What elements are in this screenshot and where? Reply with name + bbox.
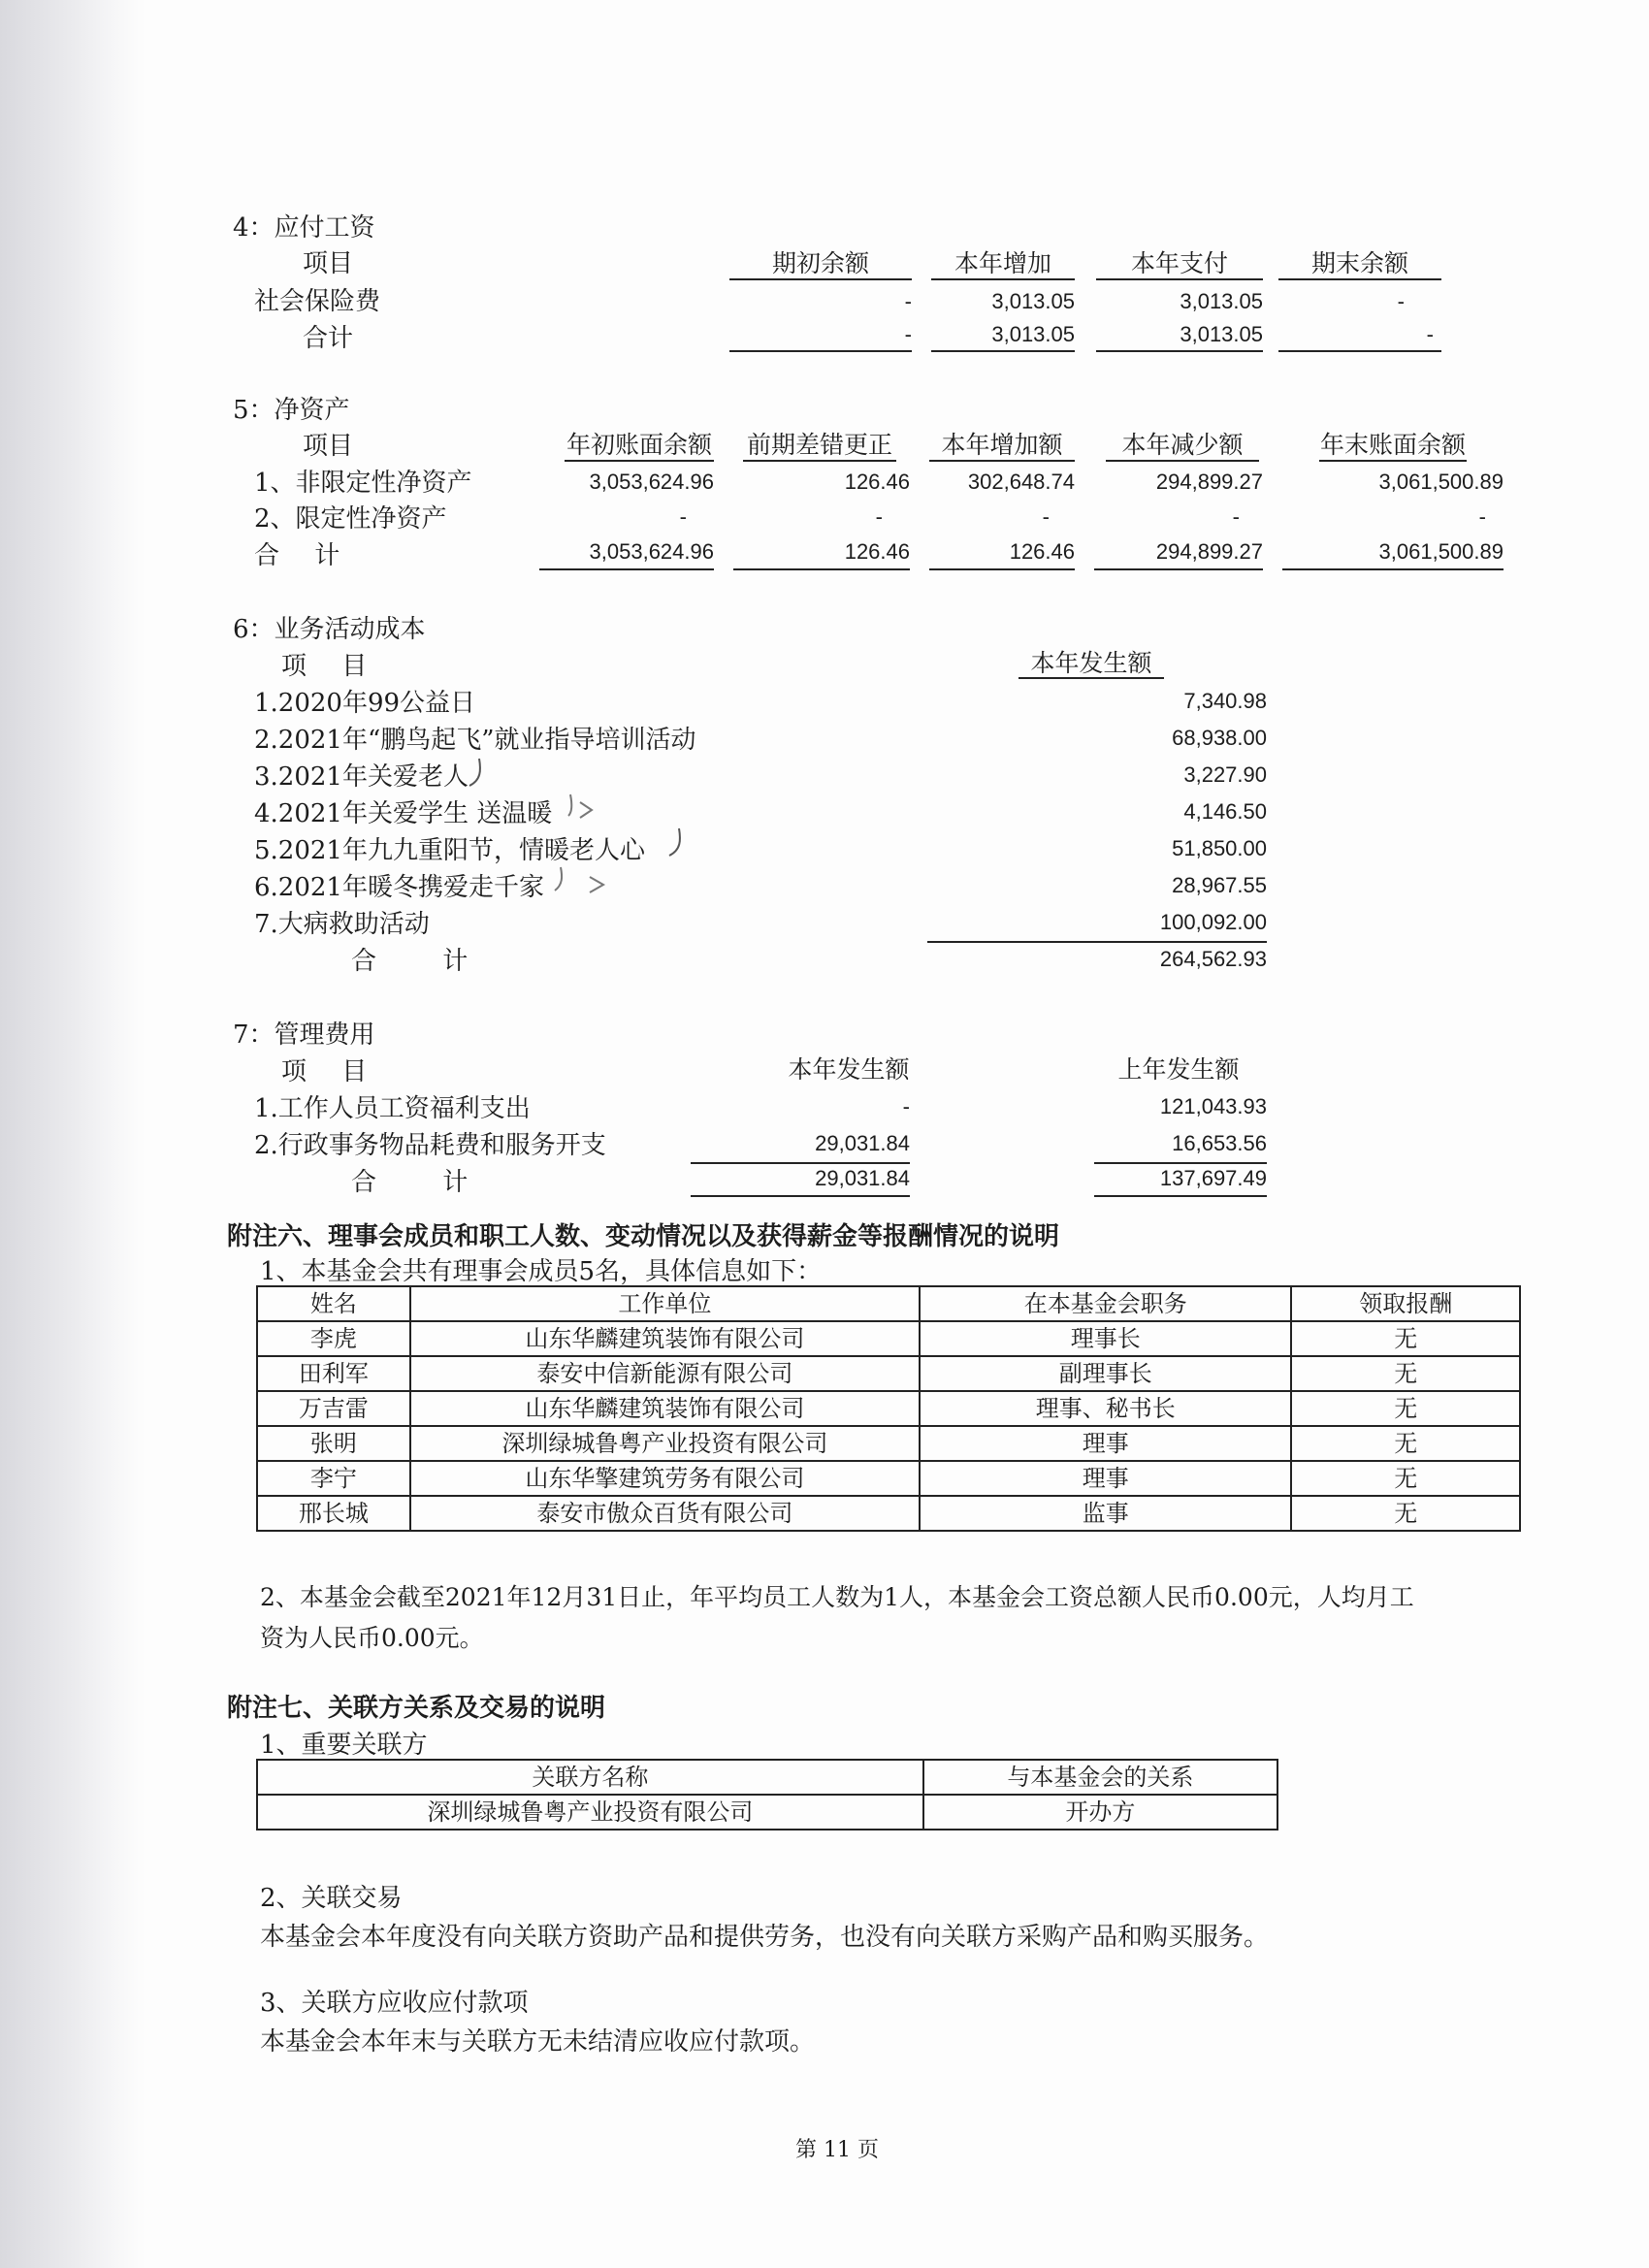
member-name: 田利军 xyxy=(257,1356,410,1391)
page-number: 第 11 页 xyxy=(795,2138,879,2162)
s5-total-value: 3,053,624.96 xyxy=(539,541,714,570)
member-remuneration: 无 xyxy=(1291,1426,1520,1461)
table-row xyxy=(257,1321,1520,1356)
s6-row-value: 100,092.00 xyxy=(1159,910,1267,934)
s5-row-2-value: - xyxy=(875,504,883,529)
section-5-heading: 5：净资产 xyxy=(233,396,350,425)
table-header-cell: 工作单位 xyxy=(410,1286,920,1321)
member-remuneration: 无 xyxy=(1291,1321,1520,1356)
s5-row-1-value: 126.46 xyxy=(844,470,910,494)
section-7-item-label: 项 目 xyxy=(281,1057,381,1086)
s5-row-2-value: - xyxy=(1232,504,1240,529)
member-position: 副理事长 xyxy=(920,1356,1291,1391)
section-7-heading: 7：管理费用 xyxy=(233,1021,375,1050)
s6-total-value: 264,562.93 xyxy=(1159,947,1267,971)
s5-header: 本年减少额 xyxy=(1106,433,1259,462)
handwritten-check-icon xyxy=(665,826,687,859)
s7-row-2-value: 16,653.56 xyxy=(1172,1131,1267,1155)
table-header-cell: 与本基金会的关系 xyxy=(923,1760,1277,1795)
section-4-heading: 4：应付工资 xyxy=(233,213,375,243)
member-employer: 深圳绿城鲁粤产业投资有限公司 xyxy=(410,1426,920,1461)
s6-row-name: 5.2021年九九重阳节，情暖老人心 xyxy=(254,836,645,865)
s4-header-paid: 本年支付 xyxy=(1096,251,1263,280)
note7-subtitle-3: 3、关联方应收应付款项 xyxy=(260,1989,529,2018)
member-remuneration: 无 xyxy=(1291,1496,1520,1531)
s6-row-name: 4.2021年关爱学生 送温暖 xyxy=(254,799,553,828)
member-employer: 泰安中信新能源有限公司 xyxy=(410,1356,920,1391)
s4-total-value: 3,013.05 xyxy=(1096,324,1263,352)
table-row xyxy=(257,1461,1520,1496)
s5-row-1-value: 3,053,624.96 xyxy=(589,470,714,494)
section-5-item-label: 项目 xyxy=(303,432,354,461)
s6-row-value: 28,967.55 xyxy=(1172,873,1267,897)
s5-header: 前期差错更正 xyxy=(743,433,896,462)
member-name: 李宁 xyxy=(257,1461,410,1496)
member-name: 万吉雷 xyxy=(257,1391,410,1426)
section-6-heading: 6：业务活动成本 xyxy=(233,615,426,644)
s6-row-value: 4,146.50 xyxy=(1183,799,1267,824)
member-employer: 山东华麟建筑装饰有限公司 xyxy=(410,1321,920,1356)
s7-row-1-name: 1.工作人员工资福利支出 xyxy=(254,1094,531,1123)
s5-total-value: 126.46 xyxy=(929,541,1075,570)
table-header-row xyxy=(257,1286,1520,1321)
related-party-name: 深圳绿城鲁粤产业投资有限公司 xyxy=(257,1795,923,1830)
member-employer: 泰安市傲众百货有限公司 xyxy=(410,1496,920,1531)
note7-subtitle-1: 1、重要关联方 xyxy=(260,1731,428,1760)
s6-total-rule xyxy=(927,941,1267,943)
s7-total-value: 29,031.84 xyxy=(691,1168,910,1197)
s6-total-label: 合 计 xyxy=(351,947,498,976)
s4-total-value: - xyxy=(1278,324,1441,352)
table-header-cell: 姓名 xyxy=(257,1286,410,1321)
s5-row-2-value: - xyxy=(1042,504,1050,529)
handwritten-check-icon xyxy=(565,791,598,822)
note7-subtitle-2: 2、关联交易 xyxy=(260,1884,403,1913)
s4-header-opening: 期初余额 xyxy=(729,251,912,280)
handwritten-check-icon xyxy=(553,863,615,896)
member-remuneration: 无 xyxy=(1291,1391,1520,1426)
board-members-table xyxy=(256,1285,1521,1532)
s6-row-name: 1.2020年99公益日 xyxy=(254,689,476,718)
s4-header-increase: 本年增加 xyxy=(931,251,1075,280)
s6-row-name: 2.2021年“鹏鸟起飞”就业指导培训活动 xyxy=(254,726,696,755)
s4-row-1-value: - xyxy=(1397,289,1405,313)
s4-header-closing: 期末余额 xyxy=(1278,251,1441,280)
s6-row-value: 68,938.00 xyxy=(1172,726,1267,750)
note7-title: 附注七、关联方关系及交易的说明 xyxy=(227,1694,606,1723)
note6-title: 附注六、理事会成员和职工人数、变动情况以及获得薪金等报酬情况的说明 xyxy=(227,1222,1060,1251)
s7-row-1-value: 121,043.93 xyxy=(1159,1094,1267,1118)
s6-row-value: 7,340.98 xyxy=(1183,689,1267,713)
s7-row-1-value: - xyxy=(902,1094,910,1118)
s7-header-current: 本年发生额 xyxy=(788,1055,910,1084)
s7-row-2-value: 29,031.84 xyxy=(815,1131,910,1155)
member-name: 李虎 xyxy=(257,1321,410,1356)
s6-row-value: 3,227.90 xyxy=(1183,762,1267,787)
s6-row-name: 6.2021年暖冬携爱走千家 xyxy=(254,873,544,902)
s4-total-value: - xyxy=(729,324,912,352)
s6-row-name: 3.2021年关爱老人 xyxy=(254,762,469,792)
section-4-item-label: 项目 xyxy=(303,249,354,278)
note7-subtitle-2-text: 本基金会本年度没有向关联方资助产品和提供劳务，也没有向关联方采购产品和购买服务。 xyxy=(260,1923,1270,1952)
s5-header: 本年增加额 xyxy=(929,433,1075,462)
s4-row-1-value: 3,013.05 xyxy=(1180,289,1263,313)
member-employer: 山东华麟建筑装饰有限公司 xyxy=(410,1391,920,1426)
section-6-item-label: 项 目 xyxy=(281,652,381,681)
table-row xyxy=(257,1795,1277,1830)
s5-total-value: 126.46 xyxy=(733,541,910,570)
member-position: 理事 xyxy=(920,1426,1291,1461)
note6-paragraph-2-line-2: 资为人民币0.00元。 xyxy=(260,1624,484,1652)
note6-subtitle: 1、本基金会共有理事会成员5名，具体信息如下： xyxy=(260,1257,823,1286)
s4-total-name: 合计 xyxy=(303,324,354,353)
s4-row-1-name: 社会保险费 xyxy=(254,287,381,316)
member-remuneration: 无 xyxy=(1291,1356,1520,1391)
s5-total-name: 合 计 xyxy=(254,541,354,570)
member-position: 理事、秘书长 xyxy=(920,1391,1291,1426)
scan-shadow xyxy=(0,0,146,2268)
note6-paragraph-2 xyxy=(260,1577,1618,1659)
s5-header: 年末账面余额 xyxy=(1319,433,1467,462)
s7-total-rule xyxy=(1094,1162,1267,1164)
s7-total-rule xyxy=(691,1162,910,1164)
related-party-relation: 开办方 xyxy=(923,1795,1277,1830)
s5-row-1-value: 302,648.74 xyxy=(967,470,1075,494)
table-header-cell: 在本基金会职务 xyxy=(920,1286,1291,1321)
member-position: 理事 xyxy=(920,1461,1291,1496)
table-row xyxy=(257,1496,1520,1531)
table-header-cell: 领取报酬 xyxy=(1291,1286,1520,1321)
s7-total-value: 137,697.49 xyxy=(1094,1168,1267,1197)
table-row xyxy=(257,1426,1520,1461)
member-name: 邢长城 xyxy=(257,1496,410,1531)
s5-row-2-value: - xyxy=(1478,504,1486,529)
related-party-table xyxy=(256,1759,1278,1831)
handwritten-check-icon xyxy=(464,757,485,790)
table-header-cell: 关联方名称 xyxy=(257,1760,923,1795)
table-row xyxy=(257,1391,1520,1426)
s4-total-value: 3,013.05 xyxy=(931,324,1075,352)
table-header-row xyxy=(257,1760,1277,1795)
s5-row-1-value: 294,899.27 xyxy=(1155,470,1263,494)
note7-subtitle-3-text: 本基金会本年末与关联方无未结清应收应付款项。 xyxy=(260,2027,816,2057)
table-row xyxy=(257,1356,1520,1391)
s5-total-value: 294,899.27 xyxy=(1094,541,1263,570)
member-position: 理事长 xyxy=(920,1321,1291,1356)
s5-header: 年初账面余额 xyxy=(565,433,714,462)
member-position: 监事 xyxy=(920,1496,1291,1531)
s6-row-value: 51,850.00 xyxy=(1172,836,1267,860)
member-name: 张明 xyxy=(257,1426,410,1461)
member-employer: 山东华擎建筑劳务有限公司 xyxy=(410,1461,920,1496)
s5-row-1-name: 1、非限定性净资产 xyxy=(254,469,472,498)
member-remuneration: 无 xyxy=(1291,1461,1520,1496)
s4-row-1-value: - xyxy=(904,289,912,313)
s6-header: 本年发生额 xyxy=(1018,651,1164,679)
s7-header-previous: 上年发生额 xyxy=(1117,1055,1240,1084)
s5-row-2-value: - xyxy=(679,504,687,529)
s6-row-name: 7.大病救助活动 xyxy=(254,910,430,939)
s7-total-label: 合 计 xyxy=(351,1168,498,1197)
s4-row-1-value: 3,013.05 xyxy=(991,289,1075,313)
s5-total-value: 3,061,500.89 xyxy=(1282,541,1504,570)
note6-paragraph-2-line-1: 2、本基金会截至2021年12月31日止，年平均员工人数为1人，本基金会工资总额人民币0.00元，人均月工 xyxy=(260,1583,1414,1611)
s5-row-1-value: 3,061,500.89 xyxy=(1378,470,1504,494)
s7-row-2-name: 2.行政事务物品耗费和服务开支 xyxy=(254,1131,606,1160)
s5-row-2-name: 2、限定性净资产 xyxy=(254,504,447,534)
